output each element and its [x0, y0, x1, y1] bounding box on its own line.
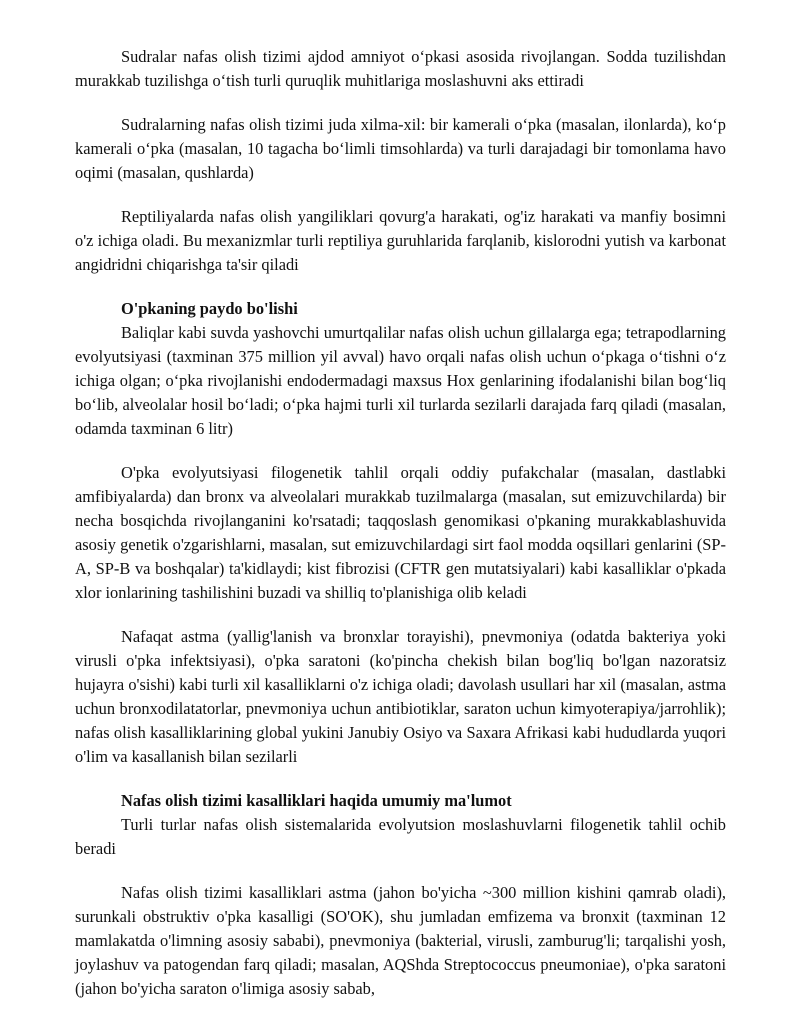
section-heading-diseases-overview: Nafas olish tizimi kasalliklari haqida umumiy ma'lumot: [121, 791, 512, 810]
section-heading-lung-origin: O'pkaning paydo bo'lishi: [121, 299, 298, 318]
paragraph-gills-tetrapods: Baliqlar kabi suvda yashovchi umurtqalilar nafas olish uchun gillalarga ega; tetrapodlarning evolyutsiyasi (taxminan 375 million yil avval) havo orqali nafas olish uchun o‘pkaga o‘tishni o‘z ichiga olgan; o‘pka rivojlanishi endodermadagi maxsus Hox genlarining ifodalanishi bilan bog‘liq bo‘lib, alveolalar hosil bo‘ladi; o‘pka hajmi turli xil turlarda sezilarli darajada farq qiladi (masalan, odamda taxminan 6 litr): [75, 323, 726, 438]
document-page: [75, 45, 726, 1021]
paragraph-disease-stats: Nafas olish tizimi kasalliklari astma (jahon bo'yicha ~300 million kishini qamrab oladi), surunkali obstruktiv o'pka kasalligi (SO'OK), shu jumladan emfizema va bronxit (taxminan 12 mamlakatda o'limning asosiy sababi), pnevmoniya (bakterial, virusli, zamburug'li; tarqalishi yosh, joylashuv va patogendan farq qiladi; masalan, AQShda Streptococcus pneumoniae), o'pka saratoni (jahon bo'yicha saraton o'limiga asosiy sabab,: [75, 883, 726, 998]
paragraph-lung-evolution: O'pka evolyutsiyasi filogenetik tahlil orqali oddiy pufakchalar (masalan, dastlabki amfibiyalarda) dan bronx va alveolalari murakkab tuzilmalarga (masalan, sut emizuvchilarda) bir necha bosqichda rivojlanganini ko'rsatadi; taqqoslash genomikasi o'pkaning murakkablashuvida asosiy genetik o'zgarishlarni, masalan, sut emizuvchilardagi sirt faol modda oqsillari genlarini (SP-A, SP-B va boshqalar) ta'kidlaydi; kist fibrozisi (CFTR gen mutatsiyalari) kabi kasalliklar o'pkada xlor ionlarining tashilishini buzadi va shilliq to'planishiga olib keladi: [75, 463, 726, 602]
paragraph-reptile-mechanisms: Reptiliyalarda nafas olish yangiliklari qovurg'a harakati, og'iz harakati va manfiy bosimni o'z ichiga oladi. Bu mexanizmlar turli reptiliya guruhlarida farqlanib, kislorodni yutish va karbonat angidridni chiqarishga ta'sir qiladi: [75, 207, 726, 274]
paragraph-diseases: Nafaqat astma (yallig'lanish va bronxlar torayishi), pnevmoniya (odatda bakteriya yoki virusli o'pka infektsiyasi), o'pka saratoni (ko'pincha chekish bilan bog'liq bo'lgan nazoratsiz hujayra o'sishi) kabi turli xil kasalliklarni o'z ichiga oladi; davolash usullari har xil (masalan, astma uchun bronxodilatatorlar, pnevmoniya uchun antibiotiklar, saraton uchun kimyoterapiya/jarrohlik); nafas olish kasalliklarining global yukini Janubiy Osiyo va Saxara Afrikasi kabi hududlarda yuqori o'lim va kasallanish bilan sezilarli: [75, 627, 726, 766]
paragraph-reptile-origin: Sudralar nafas olish tizimi ajdod amniyot o‘pkasi asosida rivojlangan. Sodda tuzilishdan murakkab tuzilishga o‘tish turli quruqlik muhitlariga moslashuvni aks ettiradi: [75, 47, 726, 90]
paragraph-reptile-diversity: Sudralarning nafas olish tizimi juda xilma-xil: bir kamerali o‘pka (masalan, ilonlarda), ko‘p kamerali o‘pka (masalan, 10 tagacha bo‘limli timsohlarda) va turli darajadagi bir tomonlama havo oqimi (masalan, qushlarda): [75, 115, 726, 182]
paragraph-phylogenetic: Turli turlar nafas olish sistemalarida evolyutsion moslashuvlarni filogenetik tahlil ochib beradi: [75, 815, 726, 858]
